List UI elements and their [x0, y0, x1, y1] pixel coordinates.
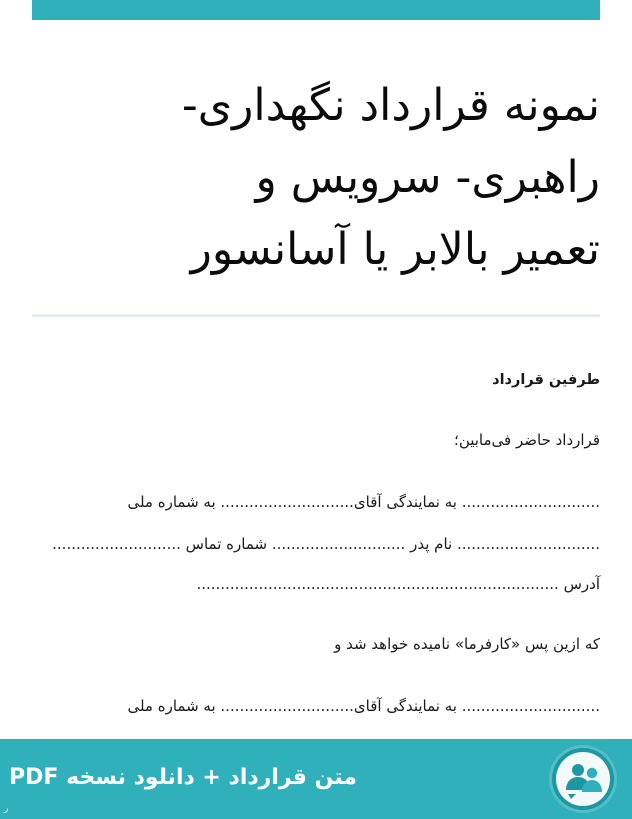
contract-intro-line: قرارداد حاضر فی‌مابین؛ — [454, 431, 600, 449]
corner-mark: ر — [4, 804, 9, 814]
title-line-1: نمونه قرارداد نگهداری- — [181, 80, 600, 131]
party1-father-contact-line: .............................. نام پدر ............................ شماره تماس ........................... — [52, 535, 600, 553]
party2-representative-line: ............................. به نمایندگی آقای............................ به شماره ملی — [127, 697, 600, 715]
users-chat-icon[interactable] — [552, 748, 614, 810]
logo-graphic — [552, 748, 614, 810]
title-line-3: تعمیر بالابر یا آسانسور — [190, 224, 600, 275]
party1-representative-line: ............................. به نمایندگی آقای............................ به شماره ملی — [127, 493, 600, 511]
document-title — [60, 70, 600, 286]
section-heading-parties: طرفین قرارداد — [492, 372, 600, 388]
top-accent-bar — [32, 0, 600, 20]
footer-banner[interactable] — [0, 739, 632, 819]
party1-role-line: که ازین پس «کارفرما» نامیده خواهد شد و — [334, 635, 600, 653]
download-pdf-banner-text[interactable]: متن قرارداد + دانلود نسخه PDF — [9, 765, 357, 790]
party1-address-line: آدرس ............................................................................ — [196, 575, 600, 593]
title-line-2: راهبری- سرویس و — [255, 152, 600, 203]
title-divider — [32, 314, 600, 317]
